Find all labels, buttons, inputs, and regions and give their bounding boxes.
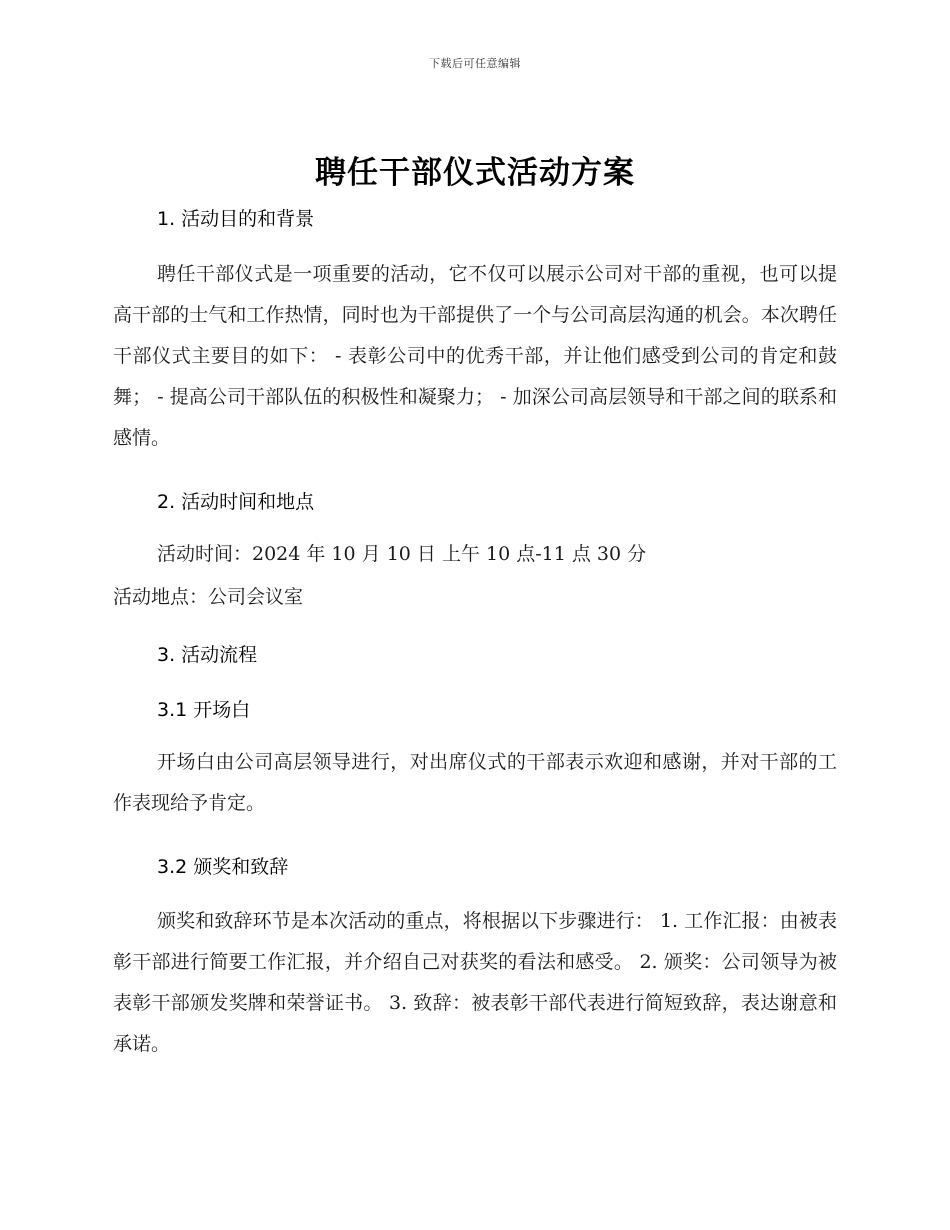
subsection-heading-award: 3.2 颁奖和致辞 [157, 856, 289, 878]
event-time-line: 活动时间：2024 年 10 月 10 日 上午 10 点-11 点 30 分 [157, 543, 647, 565]
subsection-paragraph-award: 颁奖和致辞环节是本次活动的重点，将根据以下步骤进行： 1. 工作汇报：由被表彰干部进行简要工作汇报，并介绍自己对获奖的看法和感受。 2. 颁奖：公司领导为被表彰干部颁发奖牌和荣誉证书。 3. 致辞：被表彰干部代表进行简短致辞，表达谢意和承诺。 [113, 910, 837, 1055]
section-paragraph-purpose: 聘任干部仪式是一项重要的活动，它不仅可以展示公司对干部的重视，也可以提高干部的士气和工作热情，同时也为干部提供了一个与公司高层沟通的机会。本次聘任干部仪式主要目的如下： - 表彰公司中的优秀干部，并让他们感受到公司的肯定和鼓舞； - 提高公司干部队伍的积极性和凝聚力； - 加深公司高层领导和干部之间的联系和感情。 [113, 263, 837, 449]
section-heading-purpose: 1. 活动目的和背景 [157, 208, 315, 230]
event-place-line: 活动地点：公司会议室 [113, 586, 304, 608]
section-heading-process: 3. 活动流程 [157, 644, 258, 666]
page-header-note: 下载后可任意编辑 [429, 57, 521, 70]
subsection-paragraph-opening: 开场白由公司高层领导进行，对出席仪式的干部表示欢迎和感谢，并对干部的工作表现给予肯定。 [113, 751, 837, 814]
subsection-heading-opening: 3.1 开场白 [157, 699, 251, 721]
section-heading-time-place: 2. 活动时间和地点 [157, 491, 315, 513]
document-body [113, 150, 837, 1065]
document-title: 聘任干部仪式活动方案 [315, 155, 635, 191]
